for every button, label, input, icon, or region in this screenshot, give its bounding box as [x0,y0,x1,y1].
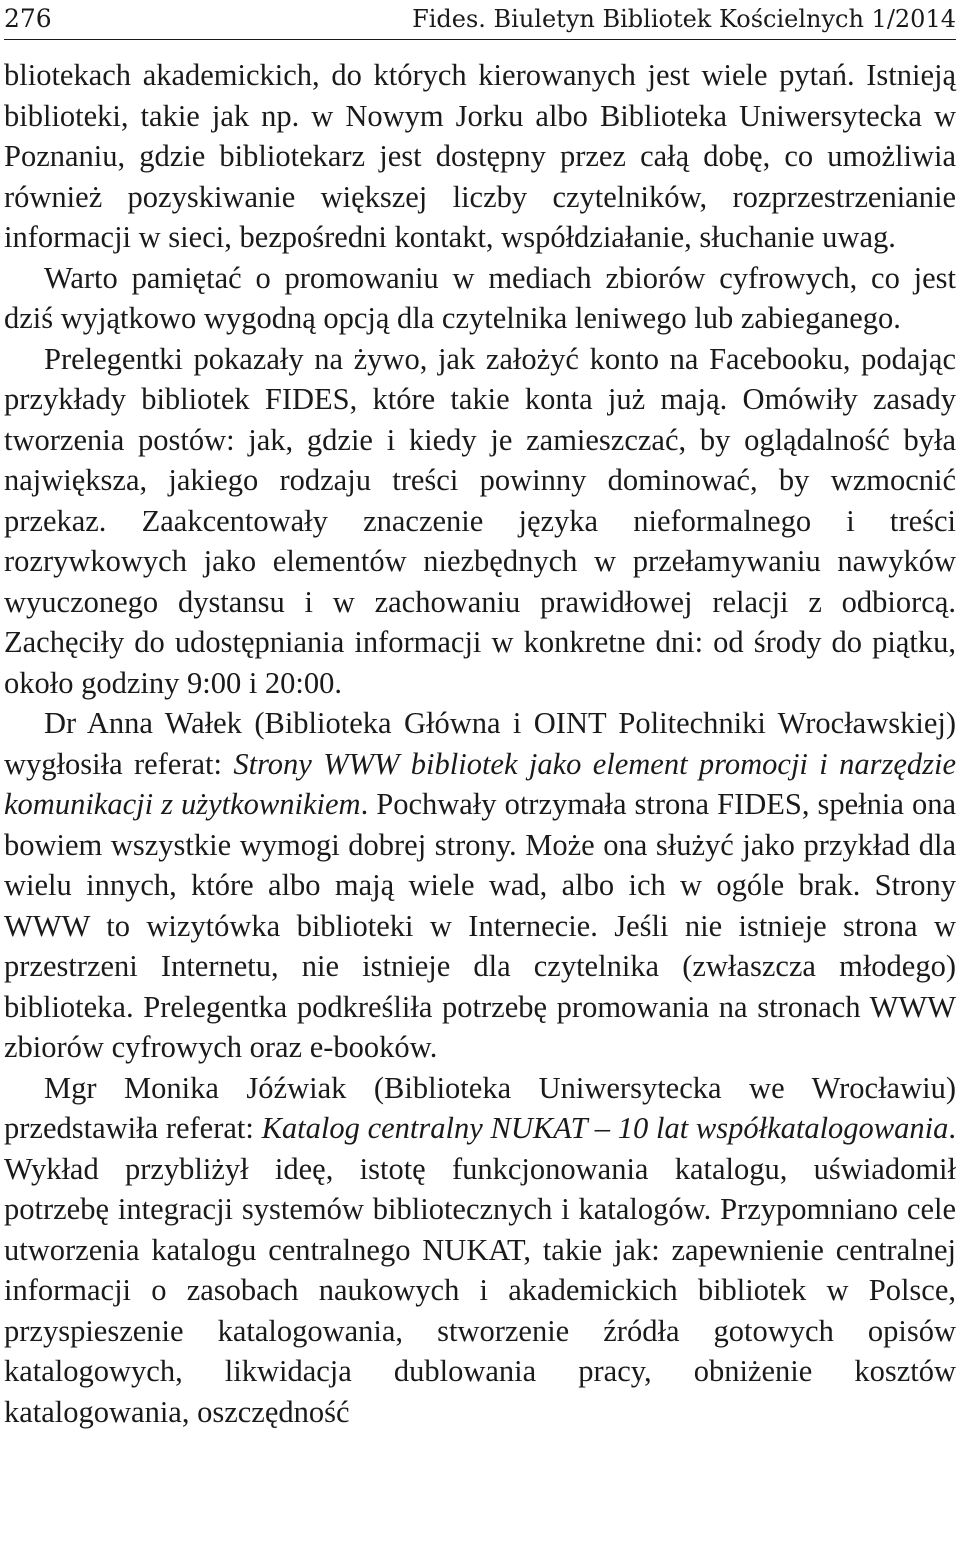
paragraph-5-intro: Mgr Monika Jóźwiak (Biblioteka Uniwersytecka we Wrocławiu) przedstawiła referat: [4,1070,956,1145]
journal-title: Fides. Biuletyn Bibliotek Kościelnych 1/2014 [412,5,956,33]
paragraph-4-lecture-title: Strony WWW bibliotek jako element promocji i narzędzie komunikacji z użytkownikiem [4,746,956,821]
article-body [4,55,956,1432]
paragraph-5-lecture-title: Katalog centralny NUKAT – 10 lat współkatalogowania [261,1111,949,1145]
page-number: 276 [4,4,52,33]
paragraph-1: bliotekach akademickich, do których kierowanych jest wiele pytań. Istnieją biblioteki, takie jak np. w Nowym Jorku albo Biblioteka Uniwersytecka w Poznaniu, gdzie bibliotekarz jest dostępny przez całą dobę, co umożliwia również pozyskiwanie większej liczby czytelników, rozprzestrzenianie informacji w sieci, bezpośredni kontakt, współdziałanie, słuchanie uwag. [4,58,956,254]
running-head [4,0,956,40]
paragraph-5-body: . Wykład przybliżył ideę, istotę funkcjonowania katalogu, uświadomił potrzebę integracji systemów bibliotecznych i katalogów. Przypomniano cele utworzenia katalogu centralnego NUKAT, takie jak: zapewnienie centralnej informacji o zasobach naukowych i akademickich bibliotek w Polsce, przyspieszenie katalogowania, stworzenie źródła gotowych opisów katalogowych, likwidacja dublowania pracy, obniżenie kosztów katalogowania, oszczędność [4,1111,956,1429]
paragraph-2: Warto pamiętać o promowaniu w mediach zbiorów cyfrowych, co jest dziś wyjątkowo wygodną opcją dla czytelnika leniwego lub zabieganego. [4,260,956,335]
paragraph-3: Prelegentki pokazały na żywo, jak założyć konto na Facebooku, podając przykłady bibliotek FIDES, które takie konta już mają. Omówiły zasady tworzenia postów: jak, gdzie i kiedy je zamieszczać, by oglądalność była największa, jakiego rodzaju treści powinny dominować, by wzmocnić przekaz. Zaakcentowały znaczenie języka nieformalnego i treści rozrywkowych jako elementów niezbędnych w przełamywaniu nawyków wyuczonego dystansu i w zachowaniu prawidłowej relacji z odbiorcą. Zachęciły do udostępniania informacji w konkretne dni: od środy do piątku, około godziny 9:00 i 20:00. [4,341,956,700]
paragraph-5 [4,1068,956,1433]
paragraph-4-body: . Pochwały otrzymała strona FIDES, spełnia ona bowiem wszystkie wymogi dobrej strony. Może ona służyć jako przykład dla wielu innych, które albo mają wiele wad, albo ich w ogóle brak. Strony WWW to wizytówka biblioteki w Internecie. Jeśli nie istnieje strona w przestrzeni Internetu, nie istnieje dla czytelnika (zwłaszcza młodego) biblioteka. Prelegentka podkreśliła potrzebę promowania na stronach WWW zbiorów cyfrowych oraz e-booków. [4,787,956,1064]
paragraph-4 [4,703,956,1068]
paragraph-4-intro: Dr Anna Wałek (Biblioteka Główna i OINT Politechniki Wrocławskiej) wygłosiła referat: [4,706,956,781]
